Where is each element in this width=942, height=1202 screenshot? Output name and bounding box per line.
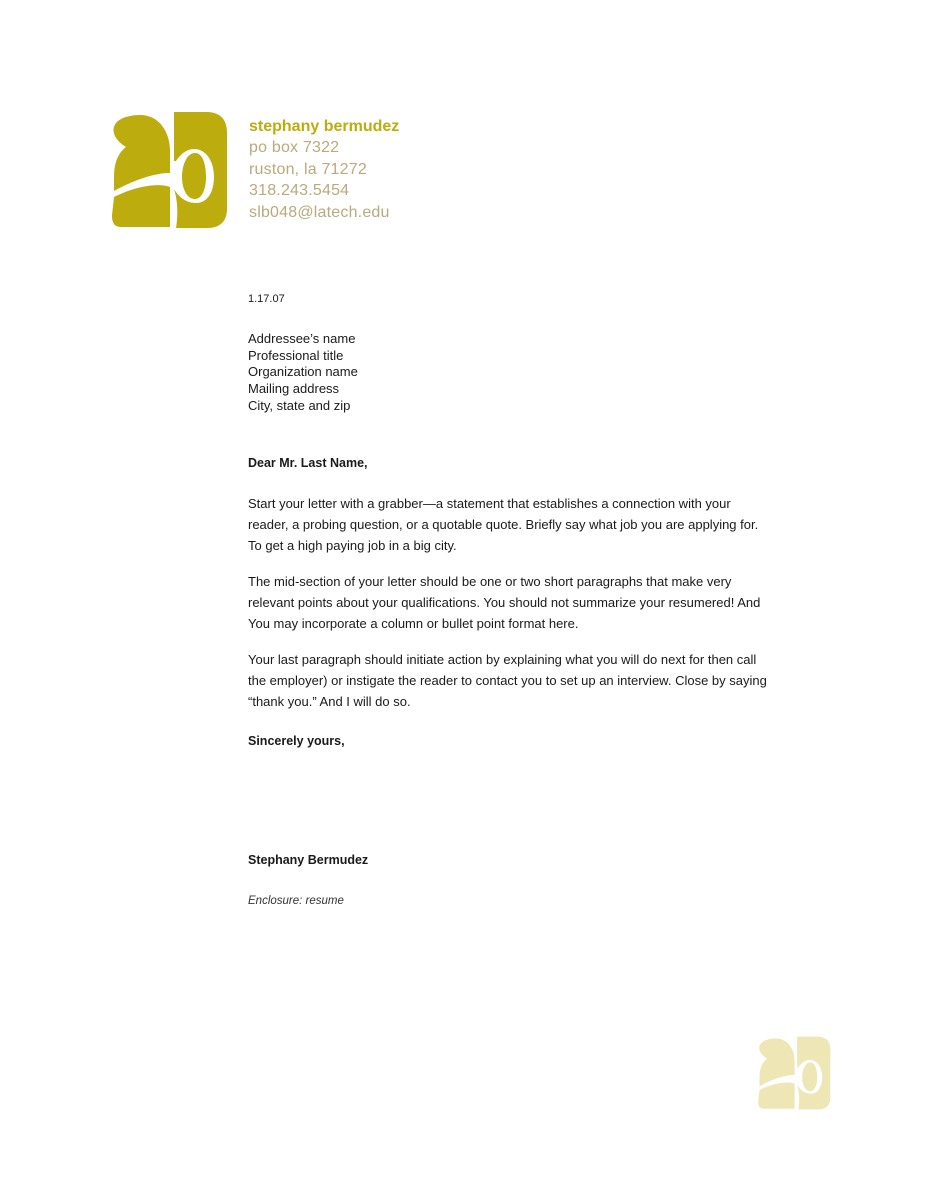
- letter-body: [248, 291, 768, 907]
- recipient-address: [248, 331, 768, 415]
- logo-s-shape: [758, 1039, 794, 1109]
- paragraph-closing: Your last paragraph should initiate action by explaining what you will do next for then call the employer) or instigate the reader to contact you to set up an interview. Close by saying “thank you.” And I will do so.: [248, 652, 767, 710]
- sender-email[interactable]: slb048@latech.edu: [249, 203, 390, 221]
- sender-phone: 318.243.5454: [249, 182, 350, 199]
- enclosure-note: Enclosure: resume: [248, 895, 344, 907]
- recipient-mailing-address: Mailing address: [248, 380, 340, 396]
- logo-b-shape: [797, 1037, 830, 1110]
- letterhead-contact: [249, 116, 399, 223]
- sender-city: ruston, la 71272: [249, 160, 367, 178]
- signature-name: Stephany Bermudez: [248, 853, 369, 867]
- letter-date: 1.17.07: [248, 293, 285, 305]
- sender-name: stephany bermudez: [249, 118, 400, 135]
- logo-b-shape: [174, 112, 227, 228]
- sb-logo-watermark: [757, 1036, 831, 1110]
- logo-s-shape: [112, 115, 170, 227]
- complimentary-close: Sincerely yours,: [248, 734, 345, 748]
- recipient-organization: Organization name: [248, 364, 358, 380]
- paragraph-opening: Start your letter with a grabber—a statement that establishes a connection with your reader, a probing question, or a quotable quote. Briefly say what job you are applying for. To get a high paying job in a big city.: [248, 496, 759, 554]
- sb-logo: [110, 111, 228, 229]
- sender-po-box: po box 7322: [249, 139, 340, 156]
- recipient-city-state-zip: City, state and zip: [248, 397, 351, 413]
- recipient-name: Addressee’s name: [248, 330, 356, 346]
- salutation: Dear Mr. Last Name,: [248, 456, 368, 471]
- paragraph-middle: The mid-section of your letter should be one or two short paragraphs that make very relevant points about your qualifications. You should not summarize your resumered! And You may incorporate a column or bullet point format here.: [248, 574, 761, 632]
- recipient-title: Professional title: [248, 347, 344, 363]
